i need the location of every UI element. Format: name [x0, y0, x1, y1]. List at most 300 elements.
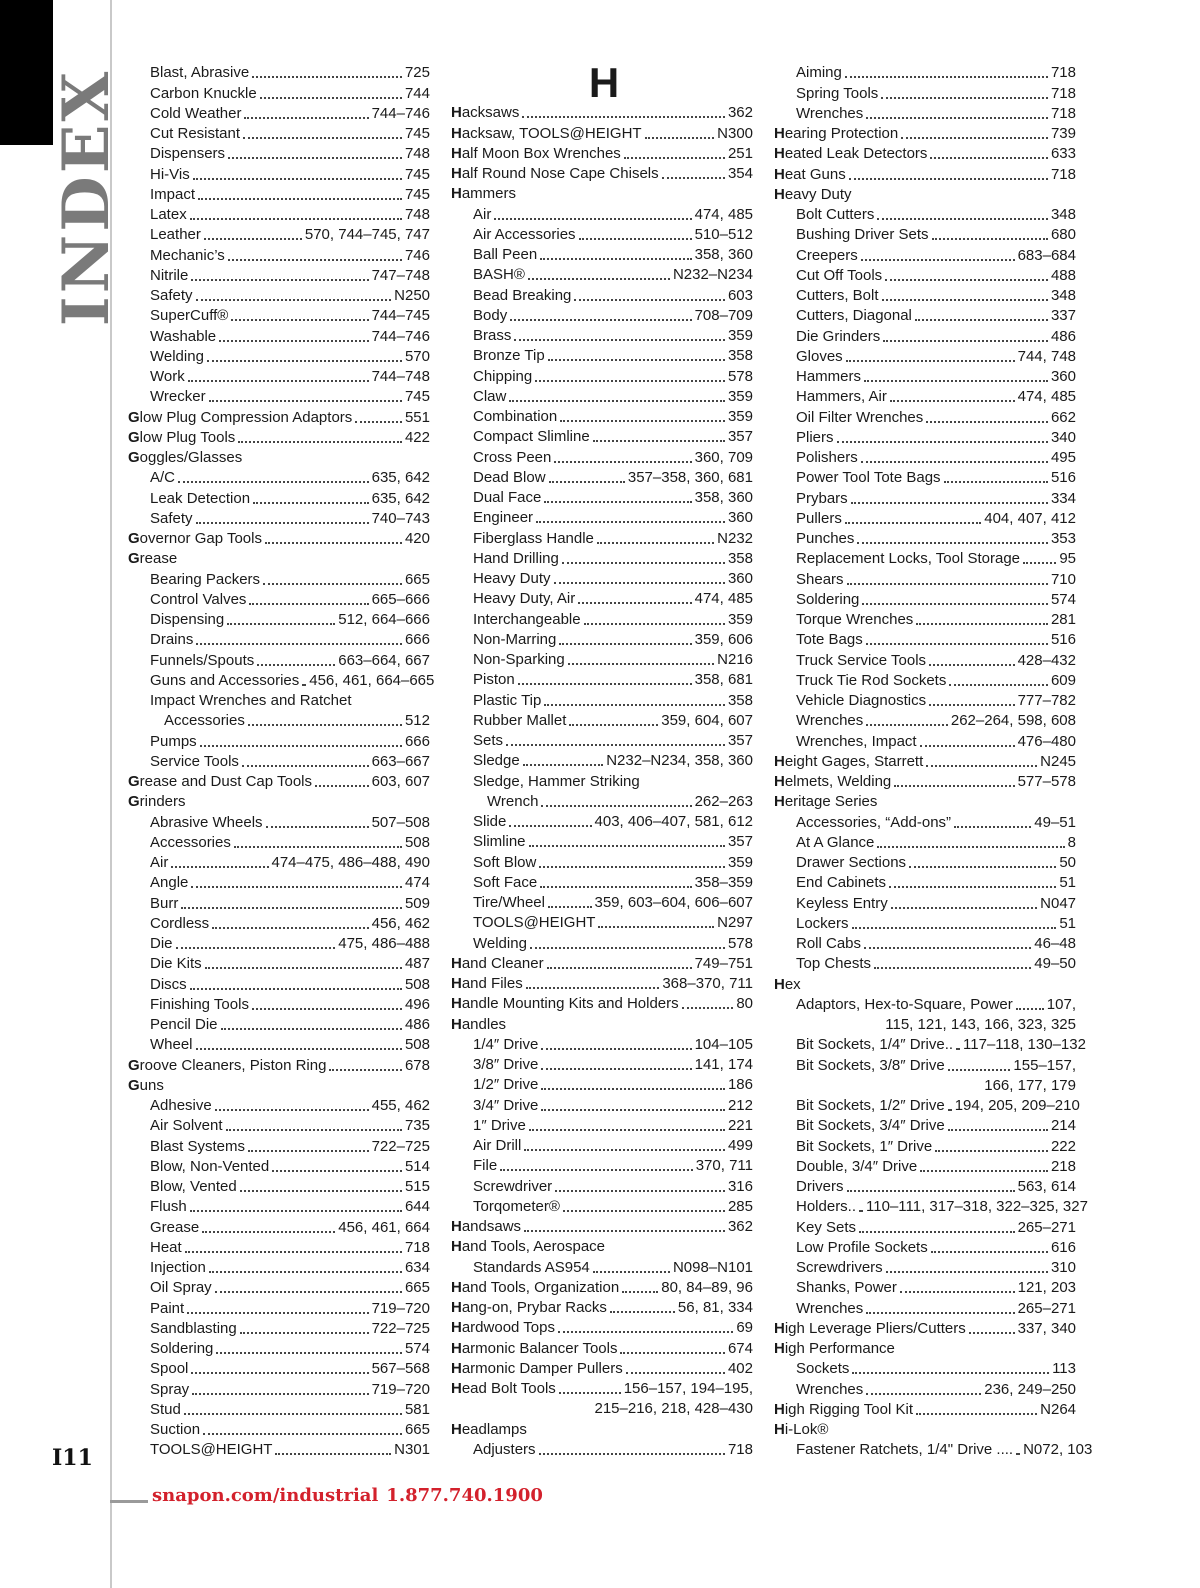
entry-page-ref[interactable]: 80, 84–89, 96 [661, 1278, 753, 1296]
entry-page-ref[interactable]: 353 [1050, 530, 1076, 547]
entry-page-ref[interactable]: 496 [404, 995, 430, 1013]
entry-page-ref[interactable]: 357 [727, 732, 753, 749]
entry-page-ref[interactable]: 166, 177, 179 [984, 1076, 1076, 1094]
dot-leader [626, 1372, 725, 1374]
dot-leader [849, 178, 1048, 180]
entry-page-ref[interactable]: 80 [736, 995, 753, 1013]
entry-page-ref[interactable]: 512 [404, 712, 430, 730]
entry-page-ref[interactable]: 744–746 [371, 327, 430, 345]
index-subentry [774, 306, 1076, 326]
entry-label: Spray [150, 1380, 190, 1398]
entry-page-ref[interactable]: 403, 406–407, 581, 612 [594, 813, 753, 830]
entry-page-ref[interactable]: 581 [404, 1400, 430, 1418]
entry-page-ref[interactable]: 746 [404, 246, 430, 264]
entry-page-ref[interactable]: 578 [727, 367, 753, 385]
dot-leader [176, 947, 336, 949]
entry-page-ref[interactable]: 578 [727, 934, 753, 952]
entry-label: Half Moon Box Wrenches [451, 144, 621, 162]
entry-label: Grease [128, 550, 178, 568]
entry-page-ref[interactable]: N232–N234 [672, 266, 753, 284]
entry-page-ref[interactable]: 359 [727, 408, 753, 425]
index-subentry [128, 893, 430, 913]
entry-label: Body [473, 306, 508, 324]
entry-page-ref[interactable]: 360, 709 [694, 448, 753, 466]
entry-page-ref[interactable]: N301 [394, 1441, 430, 1459]
entry-page-ref[interactable]: 155–157, [1013, 1056, 1076, 1074]
entry-label: Sandblasting [150, 1319, 237, 1337]
entry-page-ref[interactable]: 570, 744–745, 747 [304, 226, 430, 244]
entry-page-ref[interactable]: 358 [727, 549, 753, 567]
entry-page-ref[interactable]: 360 [727, 570, 753, 587]
entry-page-ref[interactable]: 358, 360 [694, 246, 753, 263]
entry-page-ref[interactable]: 474, 485 [694, 205, 753, 223]
entry-page-ref[interactable]: 474–475, 486–488, 490 [271, 854, 430, 871]
dot-leader [847, 1190, 1015, 1192]
entry-label: Hacksaws [451, 104, 520, 122]
entry-page-ref[interactable]: 563, 614 [1017, 1178, 1076, 1195]
dot-leader [682, 1007, 734, 1009]
dot-leader [891, 907, 1037, 909]
entry-page-ref[interactable]: 683–684 [1017, 246, 1076, 264]
entry-page-ref[interactable]: 113 [1052, 1360, 1076, 1378]
entry-page-ref[interactable]: 354 [727, 165, 753, 182]
entry-label: Height Gages, Starrett [774, 752, 924, 770]
entry-page-ref[interactable]: 744–746 [371, 104, 430, 122]
entry-label: Cold Weather [150, 104, 242, 122]
entry-page-ref[interactable]: 456, 461, 664 [338, 1218, 430, 1236]
entry-page-ref[interactable]: 117–118, 130–132 [963, 1036, 1086, 1054]
entry-label: Piston [473, 671, 515, 689]
dot-leader [662, 177, 725, 179]
entry-page-ref[interactable]: 422 [404, 428, 430, 446]
entry-page-ref[interactable]: 265–271 [1017, 1218, 1076, 1236]
entry-page-ref[interactable]: 456, 461, 664–665 [309, 671, 435, 689]
index-subentry [774, 569, 1076, 589]
entry-label: Harmonic Damper Pullers [451, 1359, 623, 1377]
entry-page-ref[interactable]: N098–N101 [672, 1258, 753, 1276]
entry-label: TOOLS@HEIGHT [150, 1441, 273, 1459]
entry-page-ref[interactable]: 744–745 [371, 307, 430, 325]
index-subentry [128, 610, 430, 630]
entry-page-ref[interactable]: 510–512 [694, 225, 753, 243]
index-subentry [451, 893, 753, 913]
index-subentry [128, 1157, 430, 1177]
entry-page-ref[interactable]: 156–157, 194–195, [623, 1380, 753, 1397]
entry-label: Hardwood Tops [451, 1319, 555, 1337]
entry-page-ref[interactable]: 725 [404, 64, 430, 82]
entry-label: Accessories [150, 833, 231, 851]
entry-page-ref[interactable]: 475, 486–488 [338, 935, 430, 952]
entry-page-ref[interactable]: 358 [727, 347, 753, 365]
entry-page-ref[interactable]: 567–568 [371, 1360, 430, 1378]
entry-page-ref[interactable]: 551 [404, 408, 430, 426]
entry-page-ref[interactable]: 49–50 [1034, 955, 1076, 973]
entry-label: Drawer Sections [796, 854, 907, 871]
entry-page-ref[interactable]: 46–48 [1034, 935, 1076, 952]
entry-page-ref[interactable]: 745 [404, 185, 430, 203]
entry-page-ref[interactable]: 574 [404, 1340, 430, 1357]
entry-page-ref[interactable]: 570 [404, 347, 430, 365]
entry-page-ref[interactable]: 474, 485 [1017, 388, 1076, 406]
entry-page-ref[interactable]: 680 [1050, 226, 1076, 244]
entry-page-ref[interactable]: 665 [404, 570, 430, 588]
entry-label: Leather [150, 226, 201, 244]
entry-label: Sledge, Hammer Striking [473, 772, 640, 790]
dot-leader [263, 583, 402, 585]
entry-page-ref[interactable]: 107, [1046, 995, 1076, 1013]
entry-page-ref[interactable]: 719–720 [371, 1380, 430, 1398]
entry-page-ref[interactable]: 748 [404, 206, 430, 223]
entry-label: Die Grinders [796, 327, 881, 345]
entry-page-ref[interactable]: 474 [404, 874, 430, 892]
dot-leader [243, 137, 402, 139]
entry-label: Drains [150, 631, 194, 649]
index-subentry [128, 1096, 430, 1116]
entry-label: Aiming [796, 64, 842, 82]
entry-page-ref[interactable]: 509 [404, 894, 430, 912]
entry-page-ref[interactable]: N047 [1040, 894, 1076, 912]
index-subentry [451, 589, 753, 609]
index-entry [774, 164, 1076, 184]
entry-page-ref[interactable]: 56, 81, 334 [677, 1299, 753, 1316]
entry-page-ref[interactable]: N250 [394, 287, 430, 304]
entry-page-ref[interactable]: 476–480 [1017, 732, 1076, 750]
entry-page-ref[interactable]: 215–216, 218, 428–430 [594, 1400, 753, 1418]
entry-page-ref[interactable]: 603, 607 [371, 773, 430, 790]
dot-leader [948, 1129, 1048, 1131]
entry-page-ref[interactable]: 222 [1050, 1137, 1076, 1155]
dot-leader [554, 461, 691, 463]
entry-page-ref[interactable]: 710 [1050, 570, 1076, 588]
entry-page-ref[interactable]: 49–51 [1034, 813, 1076, 831]
index-subentry [774, 671, 1076, 691]
entry-page-ref[interactable]: 718 [404, 1238, 430, 1256]
entry-page-ref[interactable]: 666 [404, 631, 430, 649]
index-subentry [128, 1319, 430, 1339]
entry-page-ref[interactable]: 110–111, 317–318, 322–325, 327 [866, 1198, 1088, 1216]
entry-page-ref[interactable]: 121, 203 [1017, 1279, 1076, 1297]
entry-page-ref[interactable]: 362 [727, 1218, 753, 1235]
entry-page-ref[interactable]: 359 [727, 853, 753, 871]
entry-page-ref[interactable]: 718 [1050, 84, 1076, 102]
entry-label: Air Accessories [473, 225, 576, 243]
entry-page-ref[interactable]: 499 [727, 1137, 753, 1154]
entry-page-ref[interactable]: 512, 664–666 [338, 611, 430, 628]
dot-leader [215, 1291, 402, 1293]
entry-page-ref[interactable]: 334 [1050, 489, 1076, 507]
dot-leader [866, 724, 948, 726]
entry-page-ref[interactable]: 740–743 [371, 509, 430, 527]
dot-leader [926, 421, 1048, 423]
entry-page-ref[interactable]: 745 [404, 165, 430, 183]
index-entry [774, 752, 1076, 772]
entry-page-ref[interactable]: N245 [1040, 752, 1076, 770]
entry-page-ref[interactable]: 747–748 [371, 266, 430, 284]
entry-label: Pencil Die [150, 1016, 218, 1033]
entry-label: Claw [473, 387, 507, 405]
entry-page-ref[interactable]: 678 [404, 1056, 430, 1074]
entry-page-ref[interactable]: 722–725 [371, 1137, 430, 1155]
entry-page-ref[interactable]: 337 [1050, 307, 1076, 325]
entry-page-ref[interactable]: 708–709 [694, 306, 753, 324]
entry-page-ref[interactable]: 616 [1050, 1238, 1076, 1256]
entry-page-ref[interactable]: 633 [1050, 145, 1076, 163]
entry-page-ref[interactable]: 507–508 [371, 813, 430, 831]
entry-label: Blow, Vented [150, 1178, 237, 1195]
entry-page-ref[interactable]: 777–782 [1017, 692, 1076, 709]
entry-page-ref[interactable]: 749–751 [694, 954, 753, 972]
index-subentry [774, 1359, 1076, 1379]
entry-page-ref[interactable]: 141, 174 [694, 1056, 753, 1073]
entry-page-ref[interactable]: 665 [404, 1421, 430, 1438]
entry-page-ref[interactable]: 486 [404, 1016, 430, 1033]
entry-page-ref[interactable]: 722–725 [371, 1319, 430, 1337]
entry-page-ref[interactable]: 251 [727, 144, 753, 162]
entry-page-ref[interactable]: 495 [1050, 449, 1076, 466]
index-entry [451, 1379, 753, 1399]
index-subentry [774, 590, 1076, 610]
dot-leader [541, 1068, 691, 1070]
entry-page-ref[interactable]: 644 [404, 1198, 430, 1216]
entry-page-ref[interactable]: 745 [404, 388, 430, 406]
entry-page-ref[interactable]: 674 [727, 1339, 753, 1357]
entry-page-ref[interactable]: 665–666 [371, 590, 430, 608]
entry-page-ref[interactable]: N264 [1040, 1400, 1076, 1418]
entry-page-ref[interactable]: 281 [1050, 611, 1076, 628]
entry-page-ref[interactable]: 357 [727, 833, 753, 851]
entry-page-ref[interactable]: 186 [727, 1076, 753, 1094]
entry-page-ref[interactable]: 577–578 [1017, 773, 1076, 790]
entry-page-ref[interactable]: 634 [404, 1259, 430, 1276]
entry-page-ref[interactable]: 666 [404, 732, 430, 750]
index-subentry [451, 1257, 753, 1277]
entry-label: Stud [150, 1400, 181, 1418]
index-entry [451, 123, 753, 143]
entry-page-ref[interactable]: 262–263 [694, 792, 753, 810]
section-letter-heading: H [588, 59, 620, 106]
dot-leader [624, 157, 725, 159]
entry-page-ref[interactable]: 337, 340 [1017, 1319, 1076, 1337]
index-subentry [774, 1440, 1093, 1460]
dot-leader [900, 1291, 1015, 1293]
dot-leader [191, 886, 402, 888]
index-subentry [128, 691, 430, 711]
index-subentry [128, 954, 430, 974]
entry-page-ref[interactable]: 744 [404, 84, 430, 102]
entry-page-ref[interactable]: N216 [717, 651, 753, 668]
entry-page-ref[interactable]: 718 [727, 1440, 753, 1458]
entry-page-ref[interactable]: 663–664, 667 [338, 651, 430, 669]
dot-leader [221, 1028, 402, 1030]
entry-label: Truck Tie Rod Sockets [796, 671, 947, 689]
entry-page-ref[interactable]: 340 [1050, 428, 1076, 446]
entry-page-ref[interactable]: 359 [727, 387, 753, 405]
entry-page-ref[interactable]: 359, 603–604, 606–607 [594, 894, 753, 911]
entry-page-ref[interactable]: 748 [404, 145, 430, 163]
entry-page-ref[interactable]: 348 [1050, 287, 1076, 304]
entry-page-ref[interactable]: 359, 606 [694, 630, 753, 648]
dot-leader [574, 299, 725, 301]
entry-page-ref[interactable]: 718 [1050, 165, 1076, 183]
entry-label: Hand Cleaner [451, 954, 544, 972]
dot-leader [227, 623, 335, 625]
index-subentry [451, 508, 753, 528]
entry-page-ref[interactable]: 455, 462 [371, 1097, 430, 1114]
dot-leader [188, 380, 369, 382]
entry-page-ref[interactable]: 285 [727, 1197, 753, 1215]
entry-page-ref[interactable]: 357–358, 360, 681 [627, 468, 753, 486]
entry-page-ref[interactable]: N297 [717, 914, 753, 932]
entry-page-ref[interactable]: 262–264, 598, 608 [950, 712, 1076, 730]
entry-page-ref[interactable]: 718 [1050, 104, 1076, 122]
dot-leader [584, 623, 725, 625]
entry-page-ref[interactable]: 516 [1050, 469, 1076, 487]
index-entry-continuation [451, 1399, 753, 1419]
entry-page-ref[interactable]: 69 [736, 1319, 753, 1337]
entry-page-ref[interactable]: 574 [1050, 590, 1076, 608]
dot-leader [645, 137, 715, 139]
entry-page-ref[interactable]: 265–271 [1017, 1299, 1076, 1317]
entry-page-ref[interactable]: 348 [1050, 206, 1076, 223]
dot-leader [548, 359, 725, 361]
footer-website-link[interactable]: snapon.com/industrial [152, 1485, 379, 1506]
entry-page-ref[interactable]: N300 [717, 124, 753, 142]
entry-page-ref[interactable]: N232 [717, 529, 753, 547]
entry-page-ref[interactable]: 50 [1059, 854, 1076, 871]
entry-page-ref[interactable]: 665 [404, 1279, 430, 1297]
dot-leader [555, 1190, 725, 1192]
dot-leader [191, 279, 368, 281]
entry-page-ref[interactable]: 420 [404, 530, 430, 547]
entry-page-ref[interactable]: 456, 462 [371, 914, 430, 932]
entry-page-ref[interactable]: 95 [1059, 550, 1076, 568]
entry-page-ref[interactable]: 404, 407, 412 [984, 509, 1076, 527]
entry-page-ref[interactable]: 51 [1059, 914, 1076, 932]
entry-label: Top Chests [796, 955, 872, 973]
index-subentry [128, 1238, 430, 1258]
entry-page-ref[interactable]: 212 [727, 1096, 753, 1114]
entry-page-ref[interactable]: 358–359 [694, 873, 753, 891]
entry-page-ref[interactable]: 359 [727, 610, 753, 628]
footer-rule [110, 1500, 148, 1503]
entry-page-ref[interactable]: 370, 711 [695, 1157, 753, 1175]
dot-leader [523, 764, 603, 766]
entry-page-ref[interactable]: N072, 103 [1023, 1441, 1093, 1459]
entry-page-ref[interactable]: 508 [404, 975, 430, 993]
entry-page-ref[interactable]: 488 [1050, 266, 1076, 284]
entry-page-ref[interactable]: 362 [727, 104, 753, 122]
dot-leader [559, 1392, 621, 1394]
entry-label: Lockers [796, 914, 849, 932]
entry-page-ref[interactable]: 358, 360 [694, 489, 753, 506]
entry-label: High Performance [774, 1340, 895, 1357]
entry-page-ref[interactable]: 236, 249–250 [984, 1380, 1076, 1398]
index-subentry [128, 1136, 430, 1156]
entry-page-ref[interactable]: 316 [727, 1177, 753, 1195]
entry-label: Air [150, 854, 169, 871]
entry-label: Dispensing [150, 611, 225, 628]
entry-page-ref[interactable]: 221 [727, 1116, 753, 1134]
dot-leader [930, 157, 1048, 159]
entry-page-ref[interactable]: 310 [1050, 1259, 1076, 1276]
index-subentry [774, 934, 1076, 954]
entry-page-ref[interactable]: 603 [727, 286, 753, 304]
entry-page-ref[interactable]: 744–748 [371, 368, 430, 385]
entry-page-ref[interactable]: 486 [1050, 327, 1076, 345]
entry-page-ref[interactable]: 739 [1050, 125, 1076, 142]
entry-page-ref[interactable]: 474, 485 [694, 590, 753, 608]
entry-page-ref[interactable]: 508 [404, 833, 430, 851]
entry-page-ref[interactable]: 402 [727, 1359, 753, 1377]
entry-page-ref[interactable]: 635, 642 [371, 489, 430, 507]
entry-label: Roll Cabs [796, 935, 862, 952]
index-subentry [451, 751, 753, 771]
entry-page-ref[interactable]: 635, 642 [371, 469, 430, 487]
entry-page-ref[interactable]: 358 [727, 691, 753, 709]
index-subentry [451, 873, 753, 893]
index-subentry [128, 934, 430, 954]
entry-page-ref[interactable]: 516 [1050, 631, 1076, 649]
entry-label: Paint [150, 1299, 185, 1317]
entry-page-ref[interactable]: 508 [404, 1036, 430, 1054]
index-subentry [451, 549, 753, 569]
entry-page-ref[interactable]: 360 [727, 509, 753, 527]
index-subentry [774, 225, 1076, 245]
entry-label: 3/8″ Drive [473, 1056, 539, 1073]
index-subentry [128, 509, 430, 529]
entry-label: Vehicle Diagnostics [796, 692, 927, 709]
entry-page-ref[interactable]: 514 [404, 1157, 430, 1175]
entry-page-ref[interactable]: 368–370, 711 [662, 975, 753, 992]
entry-page-ref[interactable]: 735 [404, 1117, 430, 1135]
entry-page-ref[interactable]: 360 [1050, 368, 1076, 385]
index-subentry [451, 670, 753, 690]
dot-leader [558, 1331, 733, 1333]
index-subentry [128, 488, 430, 508]
entry-label: Air Solvent [150, 1117, 223, 1135]
entry-page-ref[interactable]: 214 [1050, 1117, 1076, 1135]
entry-page-ref[interactable]: 487 [404, 955, 430, 973]
entry-page-ref[interactable]: 609 [1050, 671, 1076, 689]
entry-page-ref[interactable]: 51 [1059, 874, 1076, 892]
entry-page-ref[interactable]: 515 [404, 1178, 430, 1195]
entry-page-ref[interactable]: 359 [727, 327, 753, 344]
index-subentry [451, 771, 753, 791]
entry-page-ref[interactable]: 719–720 [371, 1299, 430, 1317]
entry-page-ref[interactable]: 718 [1050, 64, 1076, 82]
entry-page-ref[interactable]: 359, 604, 607 [661, 711, 753, 729]
index-entry [128, 1076, 430, 1096]
dot-leader [190, 218, 402, 220]
entry-page-ref[interactable]: 663–667 [371, 752, 430, 770]
entry-page-ref[interactable]: 662 [1050, 408, 1076, 426]
entry-page-ref[interactable]: 104–105 [694, 1035, 753, 1053]
entry-page-ref[interactable]: 745 [404, 125, 430, 142]
entry-page-ref[interactable]: 194, 205, 209–210 [954, 1097, 1080, 1114]
entry-page-ref[interactable]: 8 [1067, 833, 1076, 851]
entry-page-ref[interactable]: N232–N234, 358, 360 [606, 752, 753, 770]
entry-label: Oil Filter Wrenches [796, 408, 924, 426]
index-subentry [128, 812, 430, 832]
entry-page-ref[interactable]: 358, 681 [694, 671, 753, 689]
entry-page-ref[interactable]: 218 [1050, 1157, 1076, 1175]
entry-page-ref[interactable]: 744, 748 [1017, 347, 1076, 365]
dot-leader [184, 1413, 402, 1415]
entry-page-ref[interactable]: 115, 121, 143, 166, 323, 325 [885, 1016, 1076, 1033]
entry-page-ref[interactable]: 428–432 [1017, 651, 1076, 669]
entry-label: Soldering [150, 1340, 214, 1357]
entry-page-ref[interactable]: 357 [727, 428, 753, 446]
